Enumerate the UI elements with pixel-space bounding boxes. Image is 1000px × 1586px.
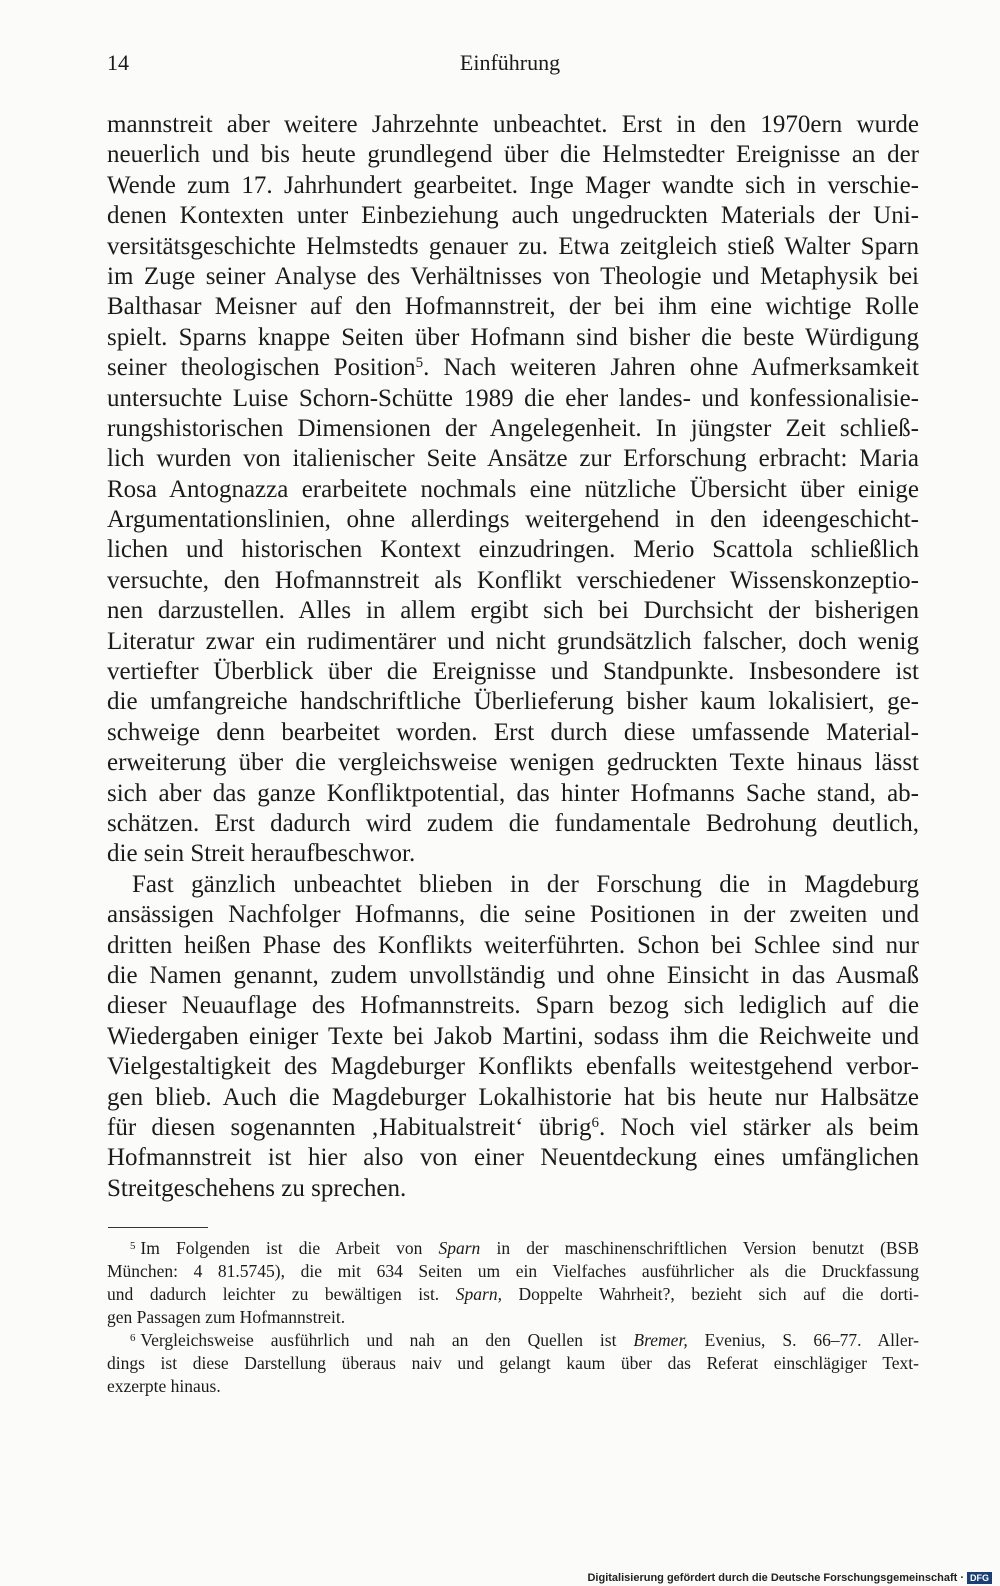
footnotes [107, 1237, 919, 1398]
body-line: versitätsgeschichte Helmstedts genauer zu. Etwa zeitgleich stieß Walter Sparn [107, 232, 919, 260]
footnote-text: und dadurch leichter zu bewältigen ist. [107, 1284, 456, 1304]
footnote-6 [107, 1329, 919, 1352]
page-number: 14 [107, 50, 129, 75]
body-line: Wiedergaben einiger Texte bei Jakob Martini, sodass ihm die Reichweite und [107, 1022, 919, 1050]
footnote-text: Doppelte Wahrheit?, bezieht sich auf die dorti- [501, 1284, 920, 1304]
footnote-ref-5[interactable]: 5 [415, 354, 424, 371]
running-head: Einführung [459, 50, 561, 75]
footnote-text: Evenius, S. 66–77. Aller- [687, 1330, 919, 1350]
body-line: spielt. Sparns knappe Seiten über Hofmann sind bisher die beste Würdigung [107, 323, 919, 351]
footnote-5 [107, 1237, 919, 1260]
body-line: lich wurden von italienischer Seite Ansätze zur Erforschung erbracht: Maria [107, 445, 919, 473]
footnote-text: in der maschinenschriftlichen Version benutzt (BSB [480, 1238, 919, 1258]
body-line: Literatur zwar ein rudimentärer und nicht grundsätzlich falscher, doch wenig [107, 627, 919, 655]
footnote-author: Sparn, [455, 1284, 502, 1304]
body-line: untersuchte Luise Schorn-Schütte 1989 die eher landes- und konfessionalisie- [107, 384, 919, 412]
footnote-author: Sparn [438, 1238, 481, 1258]
footnote-line: gen Passagen zum Hofmannstreit. [107, 1307, 346, 1327]
footnote-ref-6[interactable]: 6 [591, 1114, 600, 1131]
footnote-line [107, 1283, 919, 1306]
footnote-text: Vergleichsweise ausführlich und nah an den Quellen ist [140, 1330, 634, 1350]
body-line [107, 1113, 919, 1143]
body-line: die sein Streit heraufbeschwor. [107, 840, 416, 868]
footnote-marker: 6 [130, 1332, 136, 1345]
body-line: denen Kontexten unter Einbeziehung auch ungedruckten Materials der Uni- [107, 202, 919, 230]
body-line: neuerlich und bis heute grundlegend über die Helmstedter Ereignisse an der [107, 141, 919, 169]
body-line: schweige denn bearbeitet worden. Erst durch diese umfassende Material- [107, 718, 919, 746]
body-line-text: seiner theologischen Position [107, 354, 416, 382]
body-line: Rosa Antognazza erarbeitete nochmals eine nützliche Übersicht über einige [107, 475, 919, 503]
body-line: Wende zum 17. Jahrhundert gearbeitet. Inge Mager wandte sich in verschie- [107, 171, 919, 199]
body-line: die umfangreiche handschriftliche Überlieferung bisher kaum lokalisiert, ge- [107, 688, 919, 716]
body-line-text: für diesen sogenannten ‚Habitualstreit‘ übrig [107, 1113, 592, 1141]
body-line [107, 353, 919, 383]
footnote-text: Im Folgenden ist die Arbeit von [140, 1238, 439, 1258]
body-line: gen blieb. Auch die Magdeburger Lokalhistorie hat bis heute nur Halbsätze [107, 1083, 919, 1111]
body-line: Vielgestaltigkeit des Magdeburger Konflikts ebenfalls weitestgehend verbor- [107, 1053, 919, 1081]
body-line: Hofmannstreit ist hier also von einer Neuentdeckung eines umfänglichen [107, 1144, 919, 1172]
body-line: lichen und historischen Kontext einzudringen. Merio Scattola schließlich [107, 536, 919, 564]
footnote-divider [108, 1227, 208, 1228]
body-line: mannstreit aber weitere Jahrzehnte unbeachtet. Erst in den 1970ern wurde [107, 111, 919, 138]
body-line: die Namen genannt, zudem unvollständig und ohne Einsicht in das Ausmaß [107, 961, 919, 989]
body-line: versuchte, den Hofmannstreit als Konflikt verschiedener Wissenskonzeptio- [107, 566, 919, 594]
body-line: erweiterung über die vergleichsweise wenigen gedruckten Texte hinaus lässt [107, 749, 919, 777]
main-text [107, 110, 919, 1204]
body-line: Argumentationslinien, ohne allerdings weitergehend in den ideengeschicht- [107, 506, 919, 534]
footnote-line: München: 4 81.5745), die mit 634 Seiten um ein Vielfaches ausführlicher als die Druckfassung [107, 1261, 919, 1281]
body-line: Balthasar Meisner auf den Hofmannstreit, der bei ihm eine wichtige Rolle [107, 293, 919, 321]
body-line: ansässigen Nachfolger Hofmanns, die seine Positionen in der zweiten und [107, 901, 919, 929]
body-line: rungshistorischen Dimensionen der Angelegenheit. In jüngster Zeit schließ- [107, 414, 919, 442]
footnote-marker: 5 [130, 1240, 136, 1253]
credit-text: Digitalisierung gefördert durch die Deutsche Forschungsgemeinschaft · [587, 1572, 964, 1584]
body-line: vertiefter Überblick über die Ereignisse und Standpunkte. Insbesondere ist [107, 658, 919, 686]
body-line: dieser Neuauflage des Hofmannstreits. Sparn bezog sich lediglich auf die [107, 992, 919, 1020]
dfg-logo: DFG [967, 1572, 992, 1584]
footnote-author: Bremer, [633, 1330, 688, 1350]
digitization-credit [587, 1572, 992, 1584]
body-line-text: . Noch viel stärker als beim [599, 1113, 919, 1141]
body-line: im Zuge seiner Analyse des Verhältnisses von Theologie und Metaphysik bei [107, 262, 919, 290]
footnote-line: exzerpte hinaus. [107, 1376, 221, 1396]
body-line: schätzen. Erst dadurch wird zudem die fundamentale Bedrohung deutlich, [107, 809, 919, 837]
body-line: sich aber das ganze Konfliktpotential, das hinter Hofmanns Sache stand, ab- [107, 779, 919, 807]
body-line: nen darzustellen. Alles in allem ergibt sich bei Durchsicht der bisherigen [107, 597, 919, 625]
body-line: Streitgeschehens zu sprechen. [107, 1174, 407, 1202]
body-line: Fast gänzlich unbeachtet blieben in der Forschung die in Magdeburg [132, 870, 919, 898]
footnote-line: dings ist diese Darstellung überaus naiv und gelangt kaum über das Referat einschlägiger Text- [107, 1353, 919, 1373]
body-line: dritten heißen Phase des Konflikts weiterführten. Schon bei Schlee sind nur [107, 931, 919, 959]
body-line-text: . Nach weiteren Jahren ohne Aufmerksamkeit [423, 354, 919, 382]
